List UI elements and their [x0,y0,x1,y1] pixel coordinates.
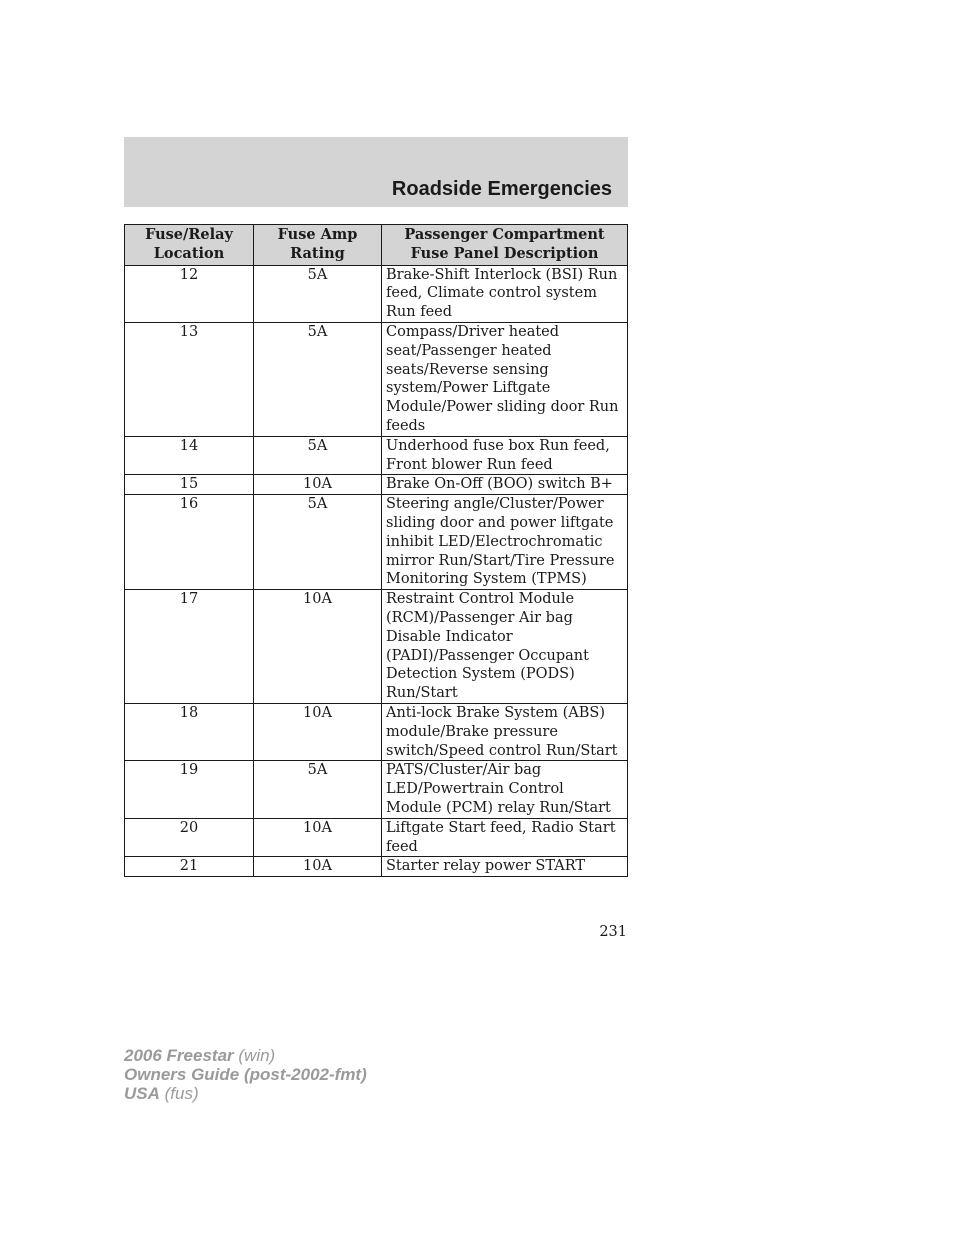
cell-description: Brake-Shift Interlock (BSI) Run feed, Climate control system Run feed [382,265,628,322]
footer-market-code: (fus) [164,1084,199,1103]
cell-description: Starter relay power START [382,857,628,877]
table-row [125,818,628,857]
cell-location: 17 [125,590,254,704]
cell-description: PATS/Cluster/Air bag LED/Powertrain Control Module (PCM) relay Run/Start [382,761,628,818]
cell-description: Liftgate Start feed, Radio Start feed [382,818,628,857]
cell-description: Brake On-Off (BOO) switch B+ [382,475,628,495]
cell-location: 20 [125,818,254,857]
document-footer [124,1046,367,1103]
cell-rating: 10A [254,703,382,760]
cell-description: Underhood fuse box Run feed, Front blower Run feed [382,436,628,475]
cell-rating: 5A [254,761,382,818]
column-header-description: Passenger Compartment Fuse Panel Description [382,225,628,266]
fuse-table [124,224,628,877]
cell-location: 21 [125,857,254,877]
footer-line-market [124,1084,367,1103]
cell-location: 14 [125,436,254,475]
fuse-table-header [125,225,628,266]
cell-description: Anti-lock Brake System (ABS) module/Brake pressure switch/Speed control Run/Start [382,703,628,760]
table-row [125,436,628,475]
cell-location: 13 [125,322,254,436]
table-row [125,322,628,436]
footer-model: 2006 Freestar [124,1046,234,1065]
column-header-rating: Fuse Amp Rating [254,225,382,266]
cell-location: 16 [125,495,254,590]
header-row [125,225,628,266]
cell-location: 19 [125,761,254,818]
cell-rating: 5A [254,322,382,436]
cell-rating: 5A [254,495,382,590]
cell-location: 15 [125,475,254,495]
cell-rating: 10A [254,590,382,704]
section-header-band [124,137,628,207]
table-row [125,857,628,877]
table-row [125,703,628,760]
column-header-location: Fuse/Relay Location [125,225,254,266]
footer-line-guide [124,1065,367,1084]
page-number: 231 [599,924,627,940]
table-row [125,475,628,495]
section-title: Roadside Emergencies [391,178,612,200]
table-row [125,495,628,590]
cell-rating: 10A [254,857,382,877]
cell-rating: 5A [254,436,382,475]
table-row [125,761,628,818]
cell-rating: 10A [254,818,382,857]
cell-location: 18 [125,703,254,760]
table-row [125,265,628,322]
cell-rating: 5A [254,265,382,322]
cell-description: Restraint Control Module (RCM)/Passenger Air bag Disable Indicator (PADI)/Passenger Occupant Detection System (PODS) Run/Start [382,590,628,704]
footer-guide: Owners Guide (post-2002-fmt) [124,1065,367,1084]
table-row [125,590,628,704]
cell-location: 12 [125,265,254,322]
footer-market: USA [124,1084,160,1103]
cell-description: Steering angle/Cluster/Power sliding door and power liftgate inhibit LED/Electrochromatic mirror Run/Start/Tire Pressure Monitoring System (TPMS) [382,495,628,590]
footer-line-model [124,1046,367,1065]
footer-model-code: (win) [238,1046,276,1065]
cell-description: Compass/Driver heated seat/Passenger heated seats/Reverse sensing system/Power Liftgate Module/Power sliding door Run feeds [382,322,628,436]
fuse-table-body [125,265,628,877]
cell-rating: 10A [254,475,382,495]
